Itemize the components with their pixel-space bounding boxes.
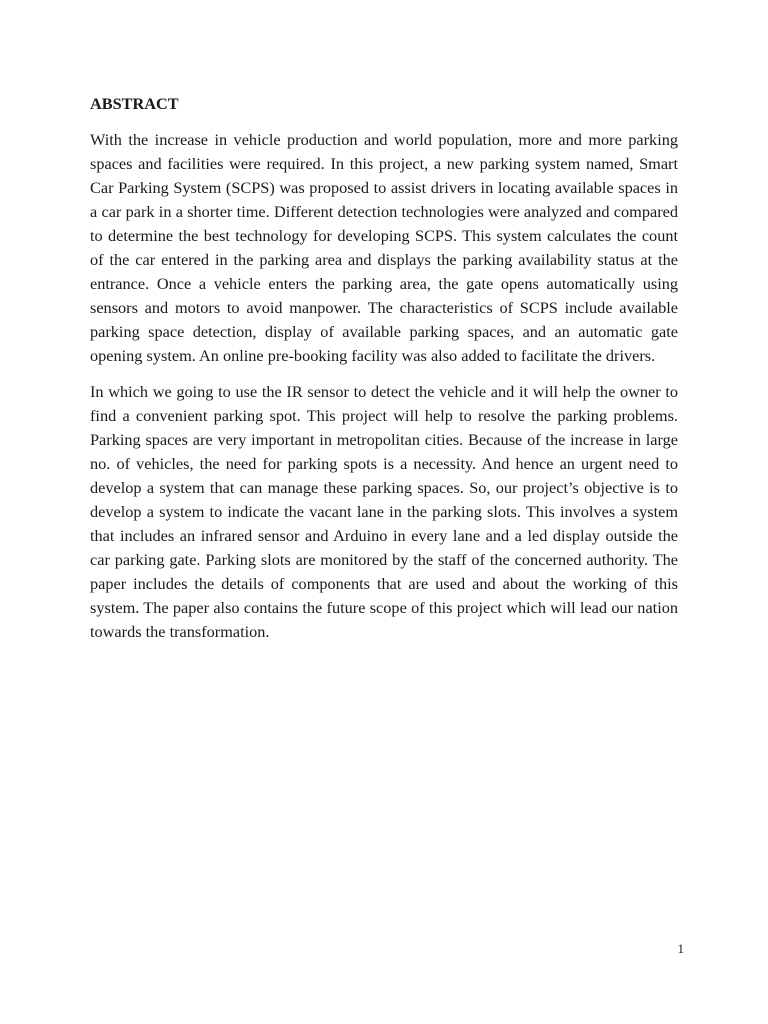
page-number: 1: [677, 941, 684, 956]
abstract-paragraph-1: With the increase in vehicle production and world population, more and more parking spaces and facilities were required. In this project, a new parking system named, Smart Car Parking System (SCPS) was proposed to assist drivers in locating available spaces in a car park in a shorter time. Different detection technologies were analyzed and compared to determine the best technology for developing SCPS. This system calculates the count of the car entered in the parking area and displays the parking availability status at the entrance. Once a vehicle enters the parking area, the gate opens automatically using sensors and motors to avoid manpower. The characteristics of SCPS include available parking space detection, display of available parking spaces, and an automatic gate opening system. An online pre-booking facility was also added to facilitate the drivers.: [90, 130, 678, 365]
section-heading: ABSTRACT: [90, 94, 179, 113]
abstract-paragraph-2: In which we going to use the IR sensor to detect the vehicle and it will help the owner to find a convenient parking spot. This project will help to resolve the parking problems. Parking spaces are very important in metropolitan cities. Because of the increase in large no. of vehicles, the need for parking spots is a necessity. And hence an urgent need to develop a system that can manage these parking spaces. So, our project’s objective is to develop a system to indicate the vacant lane in the parking slots. This involves a system that includes an infrared sensor and Arduino in every lane and a led display outside the car parking gate. Parking slots are monitored by the staff of the concerned authority. The paper includes the details of components that are used and about the working of this system. The paper also contains the future scope of this project which will lead our nation towards the transformation.: [90, 382, 678, 641]
document-body: [90, 92, 678, 656]
